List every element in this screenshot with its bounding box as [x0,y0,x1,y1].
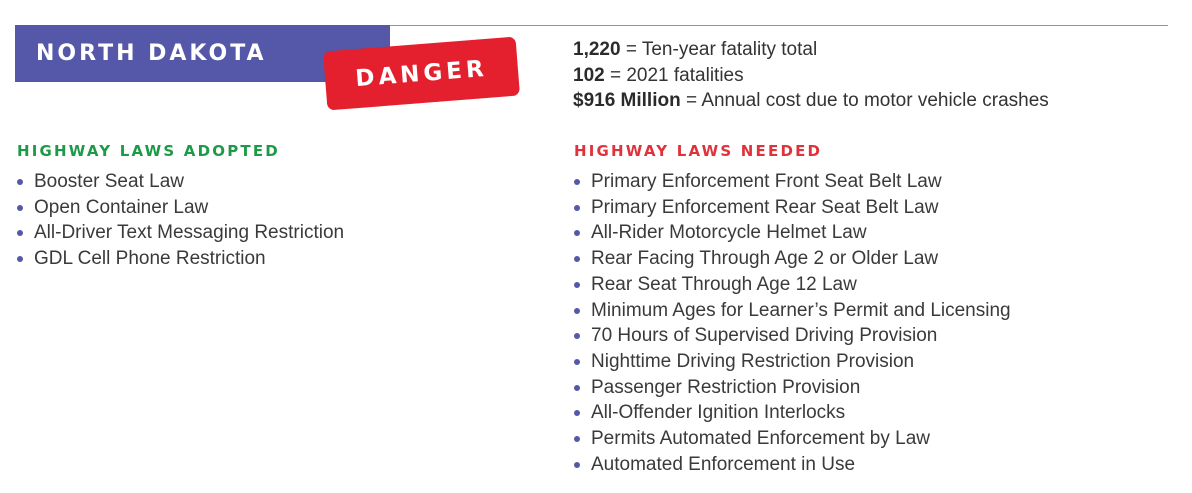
bullet-icon [574,205,580,211]
law-label: Open Container Law [34,196,209,218]
bullet-icon [574,333,580,339]
bullet-icon [574,256,580,262]
stat-line [573,88,1049,114]
law-label: GDL Cell Phone Restriction [34,248,266,270]
stat-separator: = [604,64,627,86]
bullet-icon [574,410,580,416]
law-list-item [574,169,1011,195]
law-label: Automated Enforcement in Use [591,453,856,475]
law-list-item [574,426,1011,452]
stat-line [573,63,1049,89]
laws-needed-list [574,169,1011,477]
stat-separator: = [620,39,642,60]
stat-value: $916 Million [573,90,681,112]
bullet-icon [574,462,580,468]
stat-separator: = [680,90,702,112]
stat-label: Annual cost due to motor vehicle crashes [701,90,1049,112]
bullet-icon [17,230,23,236]
law-label: Minimum Ages for Learner’s Permit and Licensing [591,299,1011,321]
bullet-icon [574,359,580,365]
stat-value: 1,220 [573,39,621,60]
bullet-icon [574,385,580,391]
fatality-stats [573,37,1049,114]
law-label: Rear Facing Through Age 2 or Older Law [591,248,939,270]
stat-line [573,37,1049,63]
law-list-item [574,298,1011,324]
law-label: Passenger Restriction Provision [591,376,861,398]
law-list-item [574,400,1011,426]
laws-adopted-list [17,169,344,272]
bullet-icon [574,282,580,288]
law-label: Primary Enforcement Front Seat Belt Law [591,171,942,192]
law-label: Permits Automated Enforcement by Law [591,428,930,450]
stat-value: 102 [573,64,605,86]
law-label: All-Driver Text Messaging Restriction [34,222,345,244]
stat-label: 2021 fatalities [626,64,744,86]
law-label: Rear Seat Through Age 12 Law [591,273,857,295]
bullet-icon [574,436,580,442]
bullet-icon [17,179,23,185]
laws-adopted-section [17,142,344,272]
law-label: Booster Seat Law [34,171,184,192]
law-list-item [17,169,344,195]
laws-needed-heading: HIGHWAY LAWS NEEDED [574,142,823,160]
bullet-icon [574,308,580,314]
bullet-icon [17,205,23,211]
laws-adopted-heading: HIGHWAY LAWS ADOPTED [17,142,280,160]
law-list-item [574,272,1011,298]
law-label: All-Rider Motorcycle Helmet Law [591,222,867,244]
law-label: Primary Enforcement Rear Seat Belt Law [591,196,939,218]
law-label: 70 Hours of Supervised Driving Provision [591,325,938,347]
law-list-item [574,220,1011,246]
stat-label: Ten-year fatality total [641,39,818,60]
law-list-item [574,375,1011,401]
law-list-item [17,195,344,221]
state-name: NORTH DAKOTA [36,41,267,66]
law-list-item [574,452,1011,478]
header-divider [390,25,1168,26]
law-label: All-Offender Ignition Interlocks [591,402,846,424]
bullet-icon [574,179,580,185]
law-list-item [574,349,1011,375]
bullet-icon [17,256,23,262]
laws-needed-section [574,142,1011,477]
danger-badge-label: DANGER [354,55,489,92]
law-list-item [17,246,344,272]
law-list-item [574,246,1011,272]
bullet-icon [574,230,580,236]
law-label: Nighttime Driving Restriction Provision [591,350,915,372]
law-list-item [574,323,1011,349]
law-list-item [17,220,344,246]
law-list-item [574,195,1011,221]
